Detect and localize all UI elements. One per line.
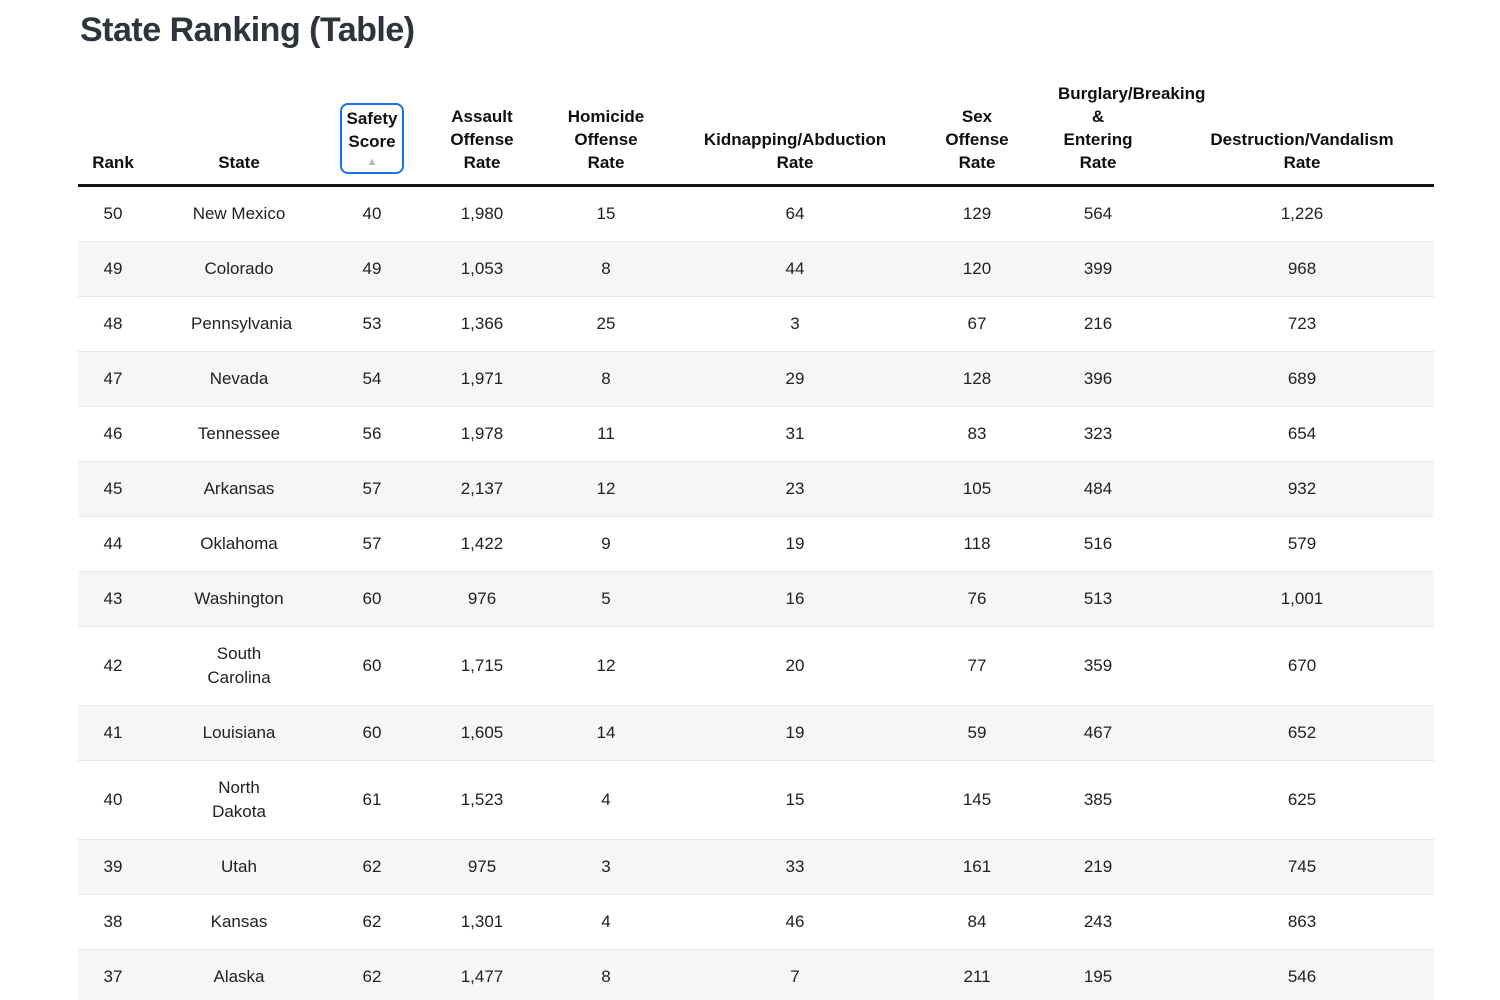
cell-value: 9 — [601, 534, 611, 553]
cell-value: 14 — [596, 723, 616, 742]
column-label: Safety Score — [346, 109, 398, 151]
cell-value: 323 — [1083, 424, 1113, 443]
cell-sex-offense-rate — [928, 517, 1026, 572]
cell-value: 48 — [103, 314, 123, 333]
cell-kidnapping-abduction-rate — [662, 950, 928, 1000]
cell-value: 5 — [601, 589, 611, 608]
cell-kidnapping-abduction-rate — [662, 186, 928, 242]
cell-value: 62 — [362, 912, 382, 931]
column-label: State — [218, 153, 260, 172]
cell-value: 932 — [1287, 479, 1317, 498]
table-row — [78, 895, 1434, 950]
cell-kidnapping-abduction-rate — [662, 761, 928, 840]
cell-kidnapping-abduction-rate — [662, 242, 928, 297]
cell-value: 516 — [1083, 534, 1113, 553]
cell-value: 15 — [785, 790, 805, 809]
column-label: Destruction/Vandalism Rate — [1210, 130, 1394, 172]
column-header-burglary-breaking-entering-rate[interactable] — [1026, 82, 1206, 186]
cell-value: 216 — [1083, 314, 1113, 333]
cell-assault-offense-rate — [414, 572, 550, 627]
cell-destruction-vandalism-rate — [1170, 706, 1434, 761]
cell-value: 23 — [785, 479, 805, 498]
cell-homicide-offense-rate — [550, 840, 662, 895]
cell-value: 41 — [103, 723, 123, 742]
cell-burglary-breaking-entering-rate — [1026, 407, 1170, 462]
cell-safety-score — [330, 840, 414, 895]
cell-state — [148, 840, 330, 895]
cell-state — [148, 462, 330, 517]
cell-kidnapping-abduction-rate — [662, 895, 928, 950]
cell-sex-offense-rate — [928, 572, 1026, 627]
cell-kidnapping-abduction-rate — [662, 352, 928, 407]
cell-assault-offense-rate — [414, 840, 550, 895]
column-label: Sex Offense Rate — [945, 107, 1009, 172]
cell-burglary-breaking-entering-rate — [1026, 242, 1170, 297]
cell-homicide-offense-rate — [550, 186, 662, 242]
cell-value: 50 — [103, 204, 123, 223]
cell-value: 564 — [1083, 204, 1113, 223]
cell-value: Alaska — [213, 967, 265, 986]
cell-value: 57 — [362, 534, 382, 553]
cell-value: 625 — [1287, 790, 1317, 809]
cell-value: Nevada — [209, 369, 269, 388]
cell-value: 8 — [601, 259, 611, 278]
table-row — [78, 627, 1434, 706]
cell-value: 396 — [1083, 369, 1113, 388]
cell-value: 62 — [362, 967, 382, 986]
cell-homicide-offense-rate — [550, 517, 662, 572]
cell-burglary-breaking-entering-rate — [1026, 572, 1170, 627]
cell-value: 579 — [1287, 534, 1317, 553]
cell-safety-score — [330, 297, 414, 352]
cell-rank — [78, 297, 148, 352]
cell-destruction-vandalism-rate — [1170, 627, 1434, 706]
cell-safety-score — [330, 950, 414, 1000]
cell-value: 40 — [103, 790, 123, 809]
table-row — [78, 761, 1434, 840]
cell-destruction-vandalism-rate — [1170, 517, 1434, 572]
table-row — [78, 297, 1434, 352]
state-ranking-table — [78, 82, 1434, 1000]
cell-burglary-breaking-entering-rate — [1026, 517, 1170, 572]
cell-burglary-breaking-entering-rate — [1026, 352, 1170, 407]
cell-value: 1,715 — [460, 656, 504, 675]
cell-safety-score — [330, 462, 414, 517]
cell-value: 484 — [1083, 479, 1113, 498]
cell-value: 64 — [785, 204, 805, 223]
cell-assault-offense-rate — [414, 407, 550, 462]
cell-value: 513 — [1083, 589, 1113, 608]
cell-value: 689 — [1287, 369, 1317, 388]
cell-value: 3 — [601, 857, 611, 876]
cell-rank — [78, 572, 148, 627]
cell-value: Oklahoma — [200, 534, 278, 553]
cell-value: 37 — [103, 967, 123, 986]
cell-value: 47 — [103, 369, 123, 388]
cell-value: 1,980 — [460, 204, 504, 223]
cell-value: 467 — [1083, 723, 1113, 742]
cell-safety-score — [330, 895, 414, 950]
cell-state — [148, 297, 330, 352]
cell-value: 15 — [596, 204, 616, 223]
cell-value: 33 — [785, 857, 805, 876]
cell-value: 1,366 — [460, 314, 504, 333]
table-row — [78, 517, 1434, 572]
cell-value: 118 — [963, 534, 991, 553]
cell-value: 44 — [103, 534, 123, 553]
cell-value: 1,226 — [1280, 204, 1324, 223]
cell-homicide-offense-rate — [550, 352, 662, 407]
cell-assault-offense-rate — [414, 186, 550, 242]
table-row — [78, 186, 1434, 242]
cell-value: 976 — [467, 589, 497, 608]
cell-burglary-breaking-entering-rate — [1026, 186, 1170, 242]
cell-kidnapping-abduction-rate — [662, 840, 928, 895]
column-header-sex-offense-rate[interactable] — [928, 82, 1026, 186]
cell-homicide-offense-rate — [550, 572, 662, 627]
cell-value: Pennsylvania — [191, 314, 293, 333]
cell-value: 7 — [790, 967, 800, 986]
cell-rank — [78, 950, 148, 1000]
cell-value: 60 — [362, 589, 382, 608]
column-label: Rank — [92, 153, 134, 172]
cell-kidnapping-abduction-rate — [662, 627, 928, 706]
column-header-homicide-offense-rate[interactable] — [550, 82, 662, 186]
cell-sex-offense-rate — [928, 407, 1026, 462]
cell-value: 745 — [1287, 857, 1317, 876]
cell-value: 29 — [785, 369, 805, 388]
cell-value: 3 — [790, 314, 800, 333]
cell-state — [148, 242, 330, 297]
column-label: Burglary/Breaking & Entering Rate — [1058, 84, 1206, 172]
cell-safety-score — [330, 242, 414, 297]
cell-value: 1,001 — [1280, 589, 1324, 608]
cell-state — [148, 352, 330, 407]
cell-state — [148, 895, 330, 950]
cell-kidnapping-abduction-rate — [662, 706, 928, 761]
cell-safety-score — [330, 517, 414, 572]
cell-sex-offense-rate — [928, 297, 1026, 352]
cell-value: 46 — [103, 424, 123, 443]
cell-value: 654 — [1287, 424, 1317, 443]
table-row — [78, 706, 1434, 761]
cell-destruction-vandalism-rate — [1170, 950, 1434, 1000]
cell-value: 120 — [962, 259, 992, 278]
cell-value: 8 — [601, 369, 611, 388]
cell-value: 45 — [103, 479, 123, 498]
cell-value: 652 — [1287, 723, 1317, 742]
cell-burglary-breaking-entering-rate — [1026, 950, 1170, 1000]
cell-value: 128 — [962, 369, 992, 388]
cell-sex-offense-rate — [928, 242, 1026, 297]
cell-destruction-vandalism-rate — [1170, 186, 1434, 242]
column-label: Homicide Offense Rate — [567, 107, 645, 172]
cell-value: 219 — [1083, 857, 1113, 876]
table-body — [78, 186, 1434, 1000]
cell-value: 1,523 — [460, 790, 504, 809]
cell-value: 57 — [362, 479, 382, 498]
cell-rank — [78, 186, 148, 242]
column-header-rank[interactable] — [78, 82, 148, 186]
cell-value: 8 — [601, 967, 611, 986]
cell-value: 53 — [362, 314, 382, 333]
cell-homicide-offense-rate — [550, 950, 662, 1000]
cell-state — [148, 950, 330, 1000]
cell-destruction-vandalism-rate — [1170, 297, 1434, 352]
cell-assault-offense-rate — [414, 627, 550, 706]
cell-value: New Mexico — [192, 204, 286, 223]
cell-sex-offense-rate — [928, 186, 1026, 242]
cell-safety-score — [330, 352, 414, 407]
cell-rank — [78, 242, 148, 297]
cell-value: 243 — [1083, 912, 1113, 931]
cell-state — [148, 706, 330, 761]
sorted-column-highlight-box — [340, 103, 404, 174]
cell-value: 16 — [785, 589, 805, 608]
cell-value: 20 — [785, 656, 805, 675]
cell-value: 1,477 — [460, 967, 504, 986]
cell-burglary-breaking-entering-rate — [1026, 297, 1170, 352]
cell-burglary-breaking-entering-rate — [1026, 627, 1170, 706]
cell-safety-score — [330, 407, 414, 462]
cell-value: 62 — [362, 857, 382, 876]
cell-homicide-offense-rate — [550, 462, 662, 517]
cell-value: 161 — [962, 857, 992, 876]
cell-kidnapping-abduction-rate — [662, 572, 928, 627]
cell-safety-score — [330, 186, 414, 242]
cell-value: 44 — [785, 259, 805, 278]
cell-value: 359 — [1083, 656, 1113, 675]
cell-value: 42 — [103, 656, 123, 675]
cell-value: 670 — [1287, 656, 1317, 675]
cell-assault-offense-rate — [414, 761, 550, 840]
cell-destruction-vandalism-rate — [1170, 462, 1434, 517]
cell-value: Louisiana — [202, 723, 276, 742]
table-row — [78, 242, 1434, 297]
cell-value: 40 — [362, 204, 382, 223]
column-header-state[interactable] — [148, 82, 330, 186]
cell-value: 43 — [103, 589, 123, 608]
cell-burglary-breaking-entering-rate — [1026, 706, 1170, 761]
cell-rank — [78, 761, 148, 840]
cell-homicide-offense-rate — [550, 297, 662, 352]
cell-value: 863 — [1287, 912, 1317, 931]
cell-burglary-breaking-entering-rate — [1026, 840, 1170, 895]
cell-value: 49 — [103, 259, 123, 278]
cell-value: 19 — [785, 534, 805, 553]
cell-homicide-offense-rate — [550, 242, 662, 297]
cell-destruction-vandalism-rate — [1170, 895, 1434, 950]
cell-sex-offense-rate — [928, 840, 1026, 895]
cell-rank — [78, 517, 148, 572]
page-title: State Ranking (Table) — [80, 11, 415, 49]
cell-rank — [78, 462, 148, 517]
cell-value: 1,978 — [460, 424, 504, 443]
cell-state — [148, 186, 330, 242]
cell-safety-score — [330, 627, 414, 706]
cell-value: 1,301 — [460, 912, 504, 931]
cell-value: 399 — [1083, 259, 1113, 278]
cell-safety-score — [330, 572, 414, 627]
cell-value: 60 — [362, 656, 382, 675]
table-row — [78, 462, 1434, 517]
cell-value: 11 — [597, 424, 615, 443]
cell-value: Colorado — [204, 259, 274, 278]
cell-state — [148, 627, 330, 706]
cell-value: 12 — [596, 479, 616, 498]
cell-value: 968 — [1287, 259, 1317, 278]
cell-value: 12 — [596, 656, 616, 675]
cell-rank — [78, 895, 148, 950]
cell-value: 25 — [596, 314, 616, 333]
cell-destruction-vandalism-rate — [1170, 407, 1434, 462]
cell-sex-offense-rate — [928, 950, 1026, 1000]
cell-rank — [78, 706, 148, 761]
cell-sex-offense-rate — [928, 627, 1026, 706]
cell-value: 39 — [103, 857, 123, 876]
cell-kidnapping-abduction-rate — [662, 407, 928, 462]
cell-value: 83 — [967, 424, 987, 443]
column-header-destruction-vandalism-rate[interactable] — [1170, 82, 1434, 186]
column-header-kidnapping-abduction-rate[interactable] — [662, 82, 928, 186]
cell-value: Tennessee — [197, 424, 281, 443]
sort-ascending-icon: ▲ — [366, 156, 378, 168]
cell-value: 56 — [362, 424, 382, 443]
table-row — [78, 840, 1434, 895]
cell-homicide-offense-rate — [550, 706, 662, 761]
cell-state — [148, 517, 330, 572]
cell-value: 1,053 — [460, 259, 504, 278]
cell-assault-offense-rate — [414, 950, 550, 1000]
cell-rank — [78, 407, 148, 462]
cell-value: 105 — [962, 479, 992, 498]
cell-value: 723 — [1287, 314, 1317, 333]
header-row — [78, 82, 1434, 186]
cell-value: 1,422 — [460, 534, 504, 553]
cell-kidnapping-abduction-rate — [662, 517, 928, 572]
cell-value: 385 — [1083, 790, 1113, 809]
table-header — [78, 82, 1434, 186]
cell-value: 46 — [785, 912, 805, 931]
cell-value: 195 — [1083, 967, 1113, 986]
cell-safety-score — [330, 761, 414, 840]
cell-assault-offense-rate — [414, 895, 550, 950]
cell-assault-offense-rate — [414, 706, 550, 761]
cell-destruction-vandalism-rate — [1170, 352, 1434, 407]
cell-state — [148, 407, 330, 462]
cell-value: 211 — [963, 967, 991, 986]
cell-assault-offense-rate — [414, 352, 550, 407]
cell-value: 38 — [103, 912, 123, 931]
cell-assault-offense-rate — [414, 297, 550, 352]
table-row — [78, 572, 1434, 627]
cell-homicide-offense-rate — [550, 407, 662, 462]
cell-value: Utah — [221, 857, 257, 876]
cell-value: Washington — [194, 589, 284, 608]
cell-value: Kansas — [210, 912, 268, 931]
cell-rank — [78, 627, 148, 706]
cell-homicide-offense-rate — [550, 895, 662, 950]
column-header-assault-offense-rate[interactable] — [414, 82, 550, 186]
table-row — [78, 352, 1434, 407]
cell-value: 19 — [785, 723, 805, 742]
cell-value: South Carolina — [207, 644, 271, 687]
cell-sex-offense-rate — [928, 462, 1026, 517]
cell-state — [148, 761, 330, 840]
cell-value: 31 — [785, 424, 805, 443]
cell-rank — [78, 352, 148, 407]
cell-value: 1,971 — [460, 369, 504, 388]
cell-kidnapping-abduction-rate — [662, 462, 928, 517]
cell-destruction-vandalism-rate — [1170, 840, 1434, 895]
cell-value: 4 — [601, 790, 611, 809]
cell-value: 60 — [362, 723, 382, 742]
cell-burglary-breaking-entering-rate — [1026, 462, 1170, 517]
cell-value: 54 — [362, 369, 382, 388]
cell-value: 77 — [967, 656, 987, 675]
cell-destruction-vandalism-rate — [1170, 572, 1434, 627]
table-row — [78, 950, 1434, 1000]
cell-destruction-vandalism-rate — [1170, 242, 1434, 297]
column-label: Kidnapping/Abduction Rate — [703, 130, 887, 172]
cell-sex-offense-rate — [928, 761, 1026, 840]
cell-value: 546 — [1287, 967, 1317, 986]
cell-assault-offense-rate — [414, 242, 550, 297]
cell-value: 975 — [467, 857, 497, 876]
cell-value: 84 — [967, 912, 987, 931]
cell-kidnapping-abduction-rate — [662, 297, 928, 352]
cell-state — [148, 572, 330, 627]
cell-value: 61 — [362, 790, 382, 809]
cell-value: 145 — [962, 790, 992, 809]
column-label: Assault Offense Rate — [450, 107, 514, 172]
cell-homicide-offense-rate — [550, 761, 662, 840]
column-header-safety-score[interactable] — [330, 82, 414, 186]
cell-value: Arkansas — [203, 479, 275, 498]
cell-value: 129 — [962, 204, 992, 223]
cell-safety-score — [330, 706, 414, 761]
cell-value: 4 — [601, 912, 611, 931]
cell-value: 49 — [362, 259, 382, 278]
cell-value: 2,137 — [460, 479, 504, 498]
cell-assault-offense-rate — [414, 517, 550, 572]
cell-sex-offense-rate — [928, 352, 1026, 407]
cell-value: 1,605 — [460, 723, 504, 742]
table-row — [78, 407, 1434, 462]
cell-burglary-breaking-entering-rate — [1026, 761, 1170, 840]
cell-value: 59 — [967, 723, 987, 742]
cell-value: 67 — [967, 314, 987, 333]
cell-rank — [78, 840, 148, 895]
cell-burglary-breaking-entering-rate — [1026, 895, 1170, 950]
cell-value: 76 — [967, 589, 987, 608]
cell-destruction-vandalism-rate — [1170, 761, 1434, 840]
cell-sex-offense-rate — [928, 895, 1026, 950]
cell-homicide-offense-rate — [550, 627, 662, 706]
cell-value: North Dakota — [212, 778, 266, 821]
cell-sex-offense-rate — [928, 706, 1026, 761]
cell-assault-offense-rate — [414, 462, 550, 517]
